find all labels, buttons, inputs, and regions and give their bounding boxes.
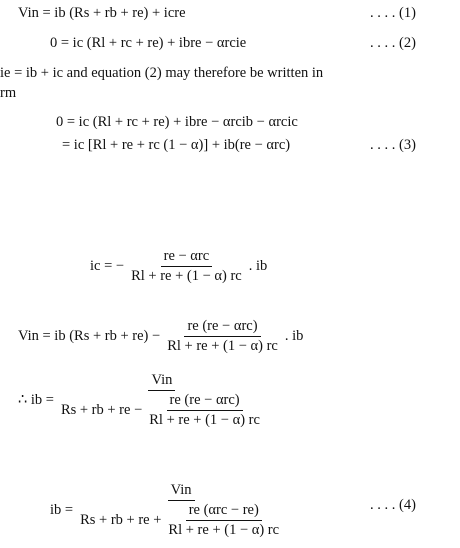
equation-therefore-numerator: Vin	[148, 372, 175, 391]
equation-therefore-inner-fraction	[146, 392, 263, 429]
equation-ic-lhs: ic = −	[90, 258, 125, 274]
equation-therefore-fraction	[58, 372, 266, 429]
equation-therefore-lhs: ∴ ib =	[18, 392, 54, 408]
equation-vin	[18, 318, 307, 355]
equation-ic-denominator: Rl + re + (1 − α) rc	[131, 268, 242, 284]
equation-4-inner-fraction	[165, 502, 282, 539]
equation-3-number: . . . . (3)	[370, 137, 416, 153]
equation-4-fraction	[77, 482, 285, 539]
paragraph-line-1: ie = ib + ic and equation (2) may therefore be written in	[0, 65, 324, 81]
equation-ic-fraction	[128, 248, 245, 285]
equation-4	[50, 482, 289, 539]
equation-4-lhs: ib =	[50, 502, 74, 518]
equation-vin-fraction	[164, 318, 281, 355]
equation-4-den-text: Rs + rb + re +	[80, 512, 162, 528]
equation-1-number: . . . . (1)	[370, 5, 416, 21]
equation-vin-lhs: Vin = ib (Rs + rb + re) −	[18, 328, 161, 344]
equation-4-numerator: Vin	[168, 482, 195, 501]
equation-1: Vin = ib (Rs + rb + re) + icre	[18, 5, 186, 21]
equation-vin-numerator: re (re − αrc)	[184, 318, 260, 337]
equation-therefore	[18, 372, 270, 429]
equation-4-inner-numerator: re (αrc − re)	[186, 502, 262, 521]
equation-therefore-inner-numerator: re (re − αrc)	[167, 392, 243, 411]
equation-4-number: . . . . (4)	[370, 497, 416, 513]
equation-3-line-1: 0 = ic (Rl + rc + re) + ibre − αrcib − αrcic	[56, 114, 298, 130]
equation-therefore-denominator	[58, 391, 266, 429]
equation-4-denominator	[77, 501, 285, 539]
equation-vin-denominator: Rl + re + (1 − α) rc	[167, 338, 278, 354]
equation-therefore-den-text: Rs + rb + re −	[60, 402, 143, 418]
equation-ic-numerator: re − αrc	[161, 248, 213, 267]
equation-ic	[90, 248, 271, 285]
equation-4-inner-denominator: Rl + re + (1 − α) rc	[168, 522, 280, 538]
equation-therefore-inner-denominator: Rl + re + (1 − α) rc	[149, 412, 260, 428]
equation-vin-tail: . ib	[284, 328, 304, 344]
equation-2: 0 = ic (Rl + rc + re) + ibre − αrcie	[50, 35, 247, 51]
equation-ic-tail: . ib	[248, 258, 268, 274]
equation-3-line-2: = ic [Rl + re + rc (1 − α)] + ib(re − αrc)	[62, 137, 291, 153]
equation-2-number: . . . . (2)	[370, 35, 416, 51]
paragraph-line-2: rm	[0, 85, 17, 101]
